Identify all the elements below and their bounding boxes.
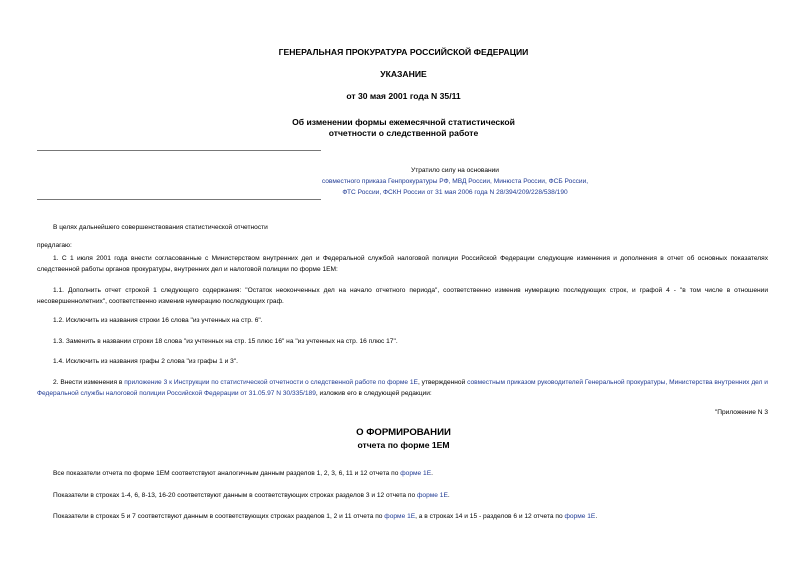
org-name: ГЕНЕРАЛЬНАЯ ПРОКУРАТУРА РОССИЙСКОЙ ФЕДЕРАЦИИ bbox=[278, 47, 529, 57]
instruction-appendix-link[interactable]: приложение 3 к Инструкции по статистической отчетности о следственной работе по форме 1Е bbox=[124, 379, 418, 386]
form-1e-link[interactable]: форме 1Е bbox=[400, 470, 432, 477]
appendix-paragraph-1 bbox=[37, 468, 768, 479]
form-1e-link[interactable]: форме 1Е bbox=[417, 492, 448, 499]
divider-top bbox=[37, 150, 321, 151]
appendix-paragraph-2-end: . bbox=[447, 492, 450, 499]
appendix-paragraph-3-end: . bbox=[595, 513, 598, 520]
paragraph-2-text-start: 2. Внести изменения в bbox=[53, 379, 125, 386]
appendix-paragraph-2-text: Показатели в строках 1-4, 6, 8-13, 16-20 соответствуют данным в соответствующих строках разделов 3 и 12 отчета по bbox=[53, 492, 417, 499]
appendix-paragraph-3 bbox=[37, 511, 768, 522]
appendix-label: "Приложение N 3 bbox=[714, 409, 768, 416]
status-note-text: Утратило силу на основании bbox=[411, 167, 499, 174]
appendix-paragraph-3-text: Показатели в строках 5 и 7 соответствуют данным в соответствующих строках разделов 1, 2 и 11 отчета по bbox=[53, 513, 385, 520]
joint-order-link[interactable]: совместным приказом руководителей Генеральной прокуратуры, Министерства внутренних дел и Федеральной службы налоговой полиции Российской Федерации от 31.05.97 N 30/335/189 bbox=[37, 379, 768, 397]
appendix-subheading: отчета по форме 1ЕМ bbox=[357, 440, 450, 450]
appendix-paragraph-3-mid: , а в строках 14 и 15 - разделов 6 и 12 отчета по bbox=[415, 513, 565, 520]
status-note-link-2[interactable]: ФТС России, ФСКН России от 31 мая 2006 года N 28/394/209/228/538/190 bbox=[342, 189, 568, 196]
paragraph-1-3: 1.3. Заменить в названии строки 18 слова "из учтенных на стр. 15 плюс 16" на "из учтенных на стр. 16 плюс 17". bbox=[53, 338, 398, 345]
paragraph-2-text-mid: , утвержденной bbox=[417, 379, 468, 386]
form-1e-link[interactable]: форме 1Е bbox=[564, 513, 596, 520]
paragraph-1-2: 1.2. Исключить из названия строки 16 слова "из учтенных на стр. 6". bbox=[53, 317, 263, 324]
paragraph-1: 1. С 1 июля 2001 года внести согласованные с Министерством внутренних дел и Федеральной службой налоговой полиции Российской Федерации следующие изменения и дополнения в отчет об основных показателях следственной работы органов прокуратуры, внутренних дел и налоговой полиции по форме 1ЕМ: bbox=[37, 255, 768, 273]
doc-type: УКАЗАНИЕ bbox=[380, 69, 427, 79]
divider-bottom bbox=[37, 199, 321, 200]
intro-paragraph: В целях дальнейшего совершенствования статистической отчетности bbox=[53, 224, 268, 231]
doc-title-line-2: отчетности о следственной работе bbox=[328, 128, 479, 138]
paragraph-1-4: 1.4. Исключить из названия графы 2 слова "из графы 1 и 3". bbox=[53, 358, 239, 365]
appendix-paragraph-2 bbox=[37, 490, 768, 501]
paragraph-2 bbox=[37, 377, 768, 399]
proposed-label: предлагаю: bbox=[37, 242, 72, 249]
paragraph-1-1: 1.1. Дополнить отчет строкой 1 следующего содержания: "Остаток неоконченных дел на начало отчетного периода", соответственно изменив нумерацию последующих строк, и графой 4 - "в том числе в отношении несовершеннолетних", соответственно изменив нумерацию последующих граф. bbox=[37, 287, 768, 305]
paragraph-2-text-end: , изложив его в следующей редакции: bbox=[315, 390, 432, 397]
doc-title-line-1: Об изменении формы ежемесячной статистической bbox=[292, 117, 515, 127]
appendix-paragraph-1-text: Все показатели отчета по форме 1ЕМ соответствуют аналогичным данным разделов 1, 2, 3, 6, 11 и 12 отчета по bbox=[53, 470, 401, 477]
doc-date-number: от 30 мая 2001 года N 35/11 bbox=[346, 91, 461, 101]
status-note-link-1[interactable]: совместного приказа Генпрокуратуры РФ, МВД России, Минюста России, ФСБ России, bbox=[321, 178, 589, 185]
appendix-paragraph-1-end: . bbox=[431, 470, 433, 477]
form-1e-link[interactable]: форме 1Е bbox=[384, 513, 416, 520]
appendix-heading: О ФОРМИРОВАНИИ bbox=[356, 427, 451, 438]
